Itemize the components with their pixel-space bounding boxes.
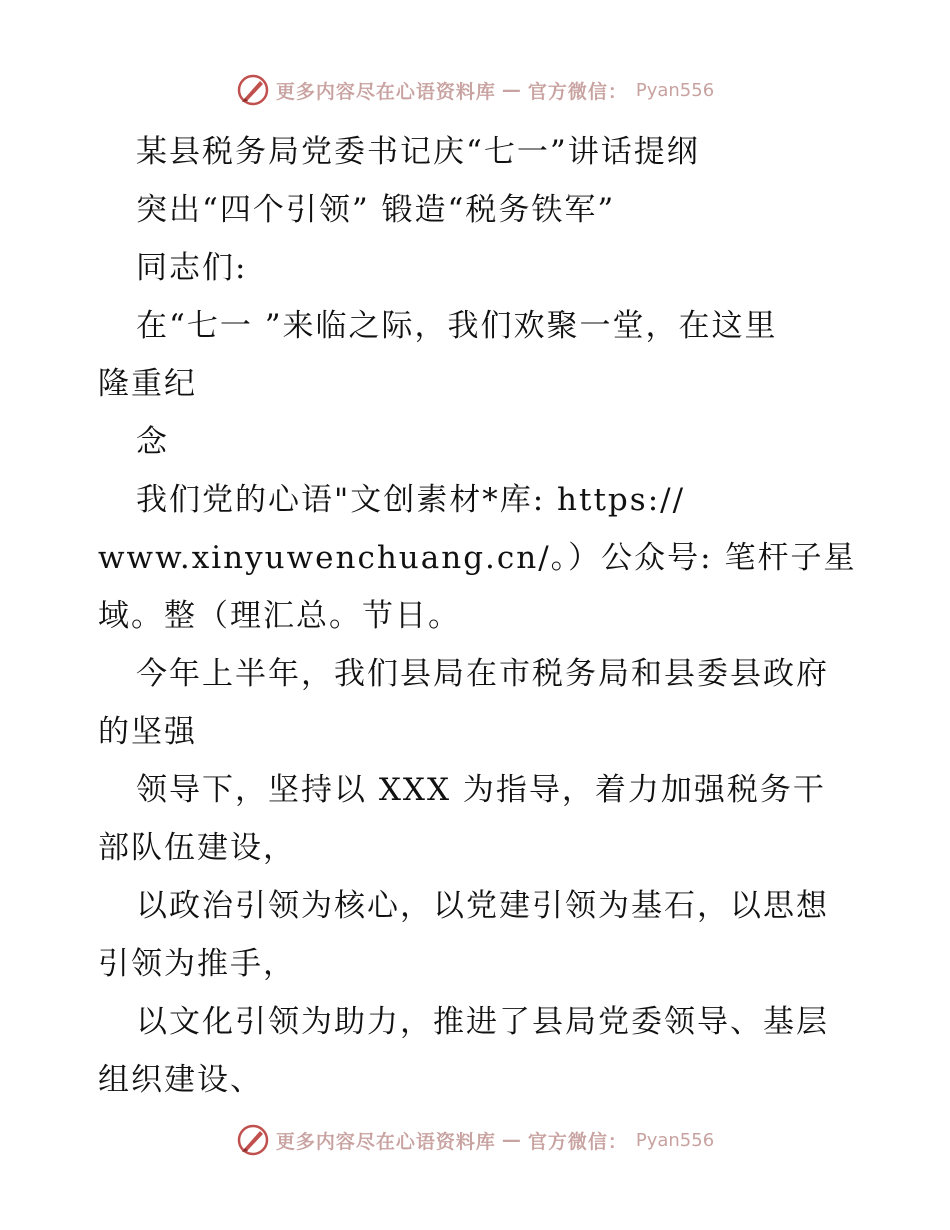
footer-watermark-banner — [0, 1120, 950, 1160]
watermark-wechat-id: Pyan556 — [635, 1129, 715, 1151]
document-line: 部队伍建设， — [98, 830, 296, 866]
watermark-separator: — — [501, 79, 522, 101]
document-body — [98, 123, 858, 1109]
document-line: 域。整（理汇总。节日。 — [98, 598, 461, 634]
quill-pen-icon — [236, 1123, 270, 1157]
document-line: 以政治引领为核心，以党建引领为基石，以思想 — [136, 888, 829, 924]
quill-pen-icon — [236, 73, 270, 107]
watermark-wechat-label: 官方微信： — [527, 1130, 628, 1153]
document-line: www.xinyuwenchuang.cn/。）公众号: 笔杆子星 — [98, 540, 857, 576]
document-line: 今年上半年，我们县局在市税务局和县委县政府 — [136, 656, 829, 692]
document-line: 我们党的心语"文创素材*库: https:// — [136, 482, 686, 518]
document-line: 领导下，坚持以 XXX 为指导，着力加强税务干 — [136, 772, 826, 808]
document-line: 引领为推手， — [98, 946, 296, 982]
document-line: 突出“四个引领” 锻造“税务铁军” — [136, 192, 616, 228]
watermark-wechat-label: 官方微信： — [527, 80, 628, 103]
document-line: 的坚强 — [98, 714, 197, 750]
document-line: 隆重纪 — [98, 366, 197, 402]
watermark-slogan: 更多内容尽在心语资料库 — [275, 80, 496, 103]
document-line: 组织建设、 — [98, 1062, 263, 1098]
document-line: 以文化引领为助力，推进了县局党委领导、基层 — [136, 1004, 829, 1040]
document-line: 某县税务局党委书记庆“七一”讲话提纲 — [136, 134, 700, 170]
document-line: 念 — [136, 424, 169, 460]
document-line: 在“七一 ”来临之际，我们欢聚一堂，在这里 — [136, 308, 778, 344]
header-watermark-banner — [0, 70, 950, 110]
document-line: 同志们: — [136, 250, 248, 286]
watermark-wechat-id: Pyan556 — [635, 79, 715, 101]
watermark-slogan: 更多内容尽在心语资料库 — [275, 1130, 496, 1153]
watermark-separator: — — [501, 1129, 522, 1151]
